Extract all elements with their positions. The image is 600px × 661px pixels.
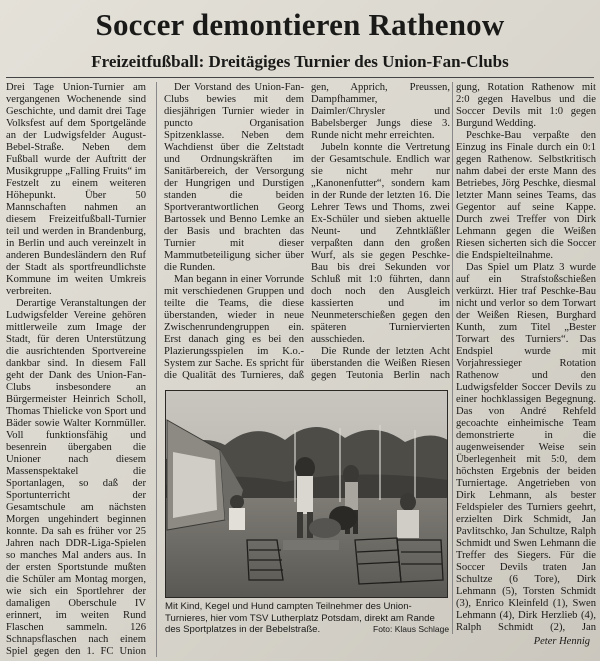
article-column-4 [456,82,596,634]
article-column-2 [164,82,304,382]
subheadline: Freizeitfußball: Dreitägiges Turnier des Union-Fan-Clubs [91,52,509,71]
paragraph: Man begann in einer Vorrunde mit verschiedenen Gruppen und teilte die Teams, die diese überstanden, wieder in neue Zwischenrundengruppen ein. Erst danach ging es bei den Plazierungsspielen im K.o.-System zur Sache. Es spricht für die Qualität des Turnieres, daß [164,274,304,381]
column-divider [156,82,157,657]
article-column-1 [6,82,146,657]
camping-photo [165,390,448,598]
photo-illustration [165,390,448,598]
paragraph: Drei Tage Union-Turnier am vergangenen Wochenende sind Geschichte, und damit drei Tage Volksfest auf dem Sportgelände an der Ludwigsfelder August-Bebel-Straße. Neben dem Fußball wurde der Auftritt der Musikgruppe „Falling Fruits“ im Festzelt zu einem weiteren Höhepunkt. Über 50 Mannschaften nahmen an diesem Freizeitfußball-Turnier teil und werden in Brandenburg, in Berlin und auch vereinzelt in anderen Bundesländern den Ruf der Stadt als sportfreundlichste Kommune im weiten Umkreis verbreiten. [6,82,146,297]
paragraph: Peschke-Bau verpaßte den Einzug ins Finale durch ein 0:1 gegen Rathenow. Selbstkritisch nahm dabei der erste Mann des Betriebes, Jörg Peschke, diesmal letzter Mann seines Teams, das Gegentor auf seine Kappe. Durch zwei Treffer von Dirk Lehmann gegen die Weißen Riesen sicherten sich die Soccer die Endspielteilnahme. [456,130,596,261]
headline-divider [6,77,594,78]
article-column-3 [311,82,450,382]
column-divider [452,82,453,634]
author-byline: Peter Hennig [533,636,590,647]
paragraph: Das Spiel um Platz 3 wurde auf ein Strafstoßschießen verkürzt. Hier traf Peschke-Bau nicht und verlor so dem Torwart der Weißen Riesen, Burghard Kunth, zum Titel „Bester Torwart des Turniers“. Das Endspiel wurde mit Vorjahressieger Rotation Rathenow und den Ludwigsfelder Soccer Devils zu einer hochklassigen Begegnung. Das von André Rehfeld gecoachte einheimische Team demonstrierte in die augenweisender Weise sein Überlegenheit mit 5:0, dem höchsten Ergebnis der beiden Turniertage. Angetrieben von Dirk Lehmann, als bester Feldspieler des Turniers geehrt, erzielten Dirk Schmidt, Jan Pavlitschko, Jan Schultze, Ralph Schmidt und Swen Lehmann die Treffer des Siegers. Für die Soccer Devils traten Jan Schultze (6 Tore), Dirk Lehmann (5), Torsten Schmidt (3), Enrico Kleinfeld (1), Swen Lehmann (4), Dirk Herzlieb (4), Ralph Schmidt (2), Jan [456,262,596,633]
paragraph: Jubeln konnte die Vertretung der Gesamtschule. Endlich war sie nicht mehr nur „Kanonenfutter“, sondern kam in der Runde der letzten 16. Die Lehrer Tews und Thoms, zwei Ex-Schüler und sieben aktuelle Neunt- und Zehntkläßler verpaßten dann den großen Wurf, als sie gegen Peschke-Bau bis drei Sekunden vor Schluß mit 1:0 führten, dann doch noch den Ausgleich kassierten und im Neunmeterschießen gegen den späteren Turniervierten ausschieden. [311,142,450,345]
paragraph: gen, Apprich, Preussen, Dampfhammer, Daimler/Chrysler und Babelsberger Jungs diese 3. Runde nicht mehr erreichten. [311,82,450,141]
paragraph: gung, Rotation Rathenow mit 2:0 gegen Havelbus und die Soccer Devils mit 1:0 gegen Burgund Wedding. [456,82,596,129]
photo-caption: Mit Kind, Kegel und Hund campten Teilnehmer des Union-Turnieres, hier vom TSV Lutherplatz Potsdam, direkt am Rande des Sportplatzes in der Bebelstraße. [165,601,435,635]
headline: Soccer demontieren Rathenow [95,7,505,42]
paragraph: Derartige Veranstaltungen der Ludwigsfelder Vereine gehören mittlerweile zum Image der Stadt, für deren Unterstützung die ausrichtenden Sportvereine dankbar sind. In diesem Fall geht der Dank des Union-Fan-Clubs insbesondere an Bürgermeister Heinrich Scholl, Thomas Thielicke von Sport und Bäder sowie Walter Kornmüller. Voll funktionsfähig und besenrein übergaben die Unioner nach diesem Massenspektakel die Sportanlagen, so daß der Sportunterricht der Gesamtschule am nächsten Morgen ungehindert beginnen konnte. Da sah es früher vor 25 Jahren nach DDR-Liga-Spielen so manches Mal anders aus. In der ersten Sportstunde mußten die Schüler am Montag morgen, wie sich ein Sportlehrer der damaligen Oberschule IV erinnert, im weiten Rund Flaschen sammeln. 126 Schnapsflaschen nach einem Spiel gegen den 1. FC Union [6,298,146,657]
paragraph: Die Runde der letzten Acht überstanden die Weißen Riesen gegen Teutonia Berlin nach [311,346,450,381]
photo-credit: Foto: Klaus Schlage [373,624,450,634]
paragraph: Der Vorstand des Union-Fan-Clubs bewies mit dem diesjährigen Turnier wieder in puncto Organisation Spitzenklasse. Neben dem Wachdienst über die Zeltstadt und Ordnungskräften im Sanitärbereich, der Versorgung der Hungrigen und Durstigen standen die beiden Sportverantwortlichen Georg Bartossek und Benno Lemke an der Basis und brachten das Turnier mit dieser Mammutbeteiligung sicher über die Runden. [164,82,304,273]
